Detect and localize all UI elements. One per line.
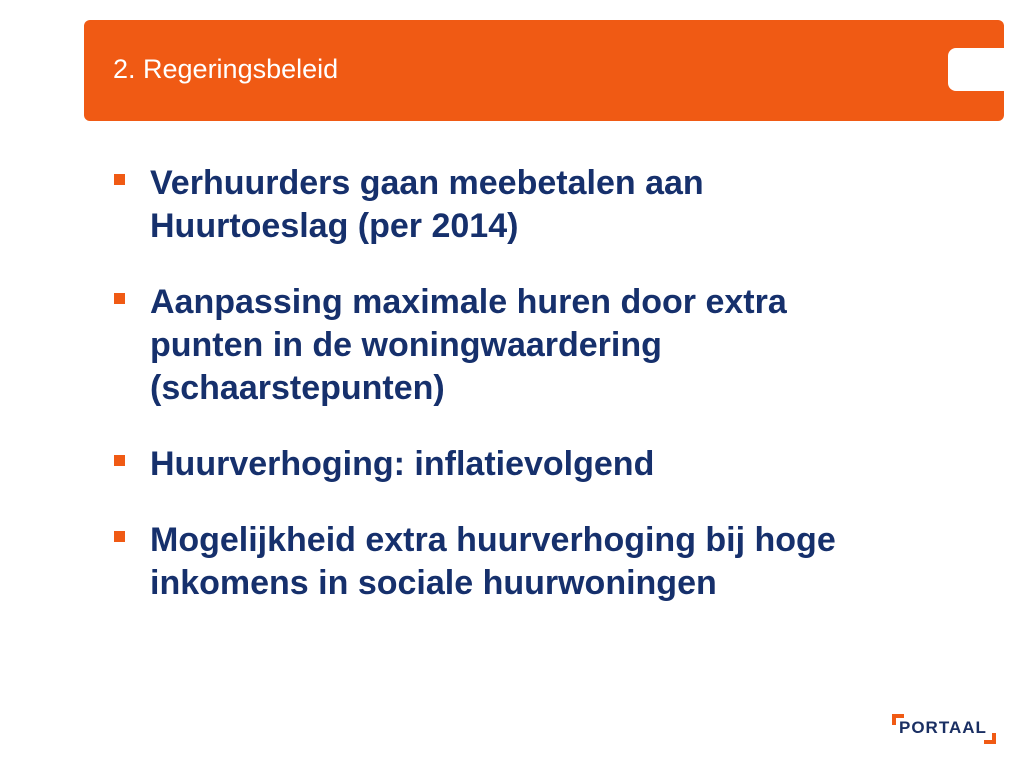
bullet-text-line: punten in de woningwaardering <box>150 326 662 364</box>
bullet-square-icon <box>114 455 125 466</box>
bullet-square-icon <box>114 174 125 185</box>
logo-bracket-icon <box>992 733 996 744</box>
bullet-square-icon <box>114 293 125 304</box>
bullet-text-line: Aanpassing maximale huren door extra <box>150 283 787 321</box>
bullet-text-line: inkomens in sociale huurwoningen <box>150 564 717 602</box>
bullet-list <box>112 162 992 638</box>
bullet-item <box>112 443 992 486</box>
bullet-text-line: Mogelijkheid extra huurverhoging bij hoge <box>150 521 836 559</box>
portaal-logo <box>892 712 996 744</box>
bullet-item <box>112 281 992 410</box>
bullet-item <box>112 162 992 248</box>
title-banner <box>84 20 1004 121</box>
slide-title: 2. Regeringsbeleid <box>113 54 339 84</box>
bullet-text-line: Verhuurders gaan meebetalen aan <box>150 164 704 202</box>
bullet-square-icon <box>114 531 125 542</box>
bullet-item <box>112 519 992 605</box>
banner-notch <box>948 48 1004 91</box>
bullet-text-line: (schaarstepunten) <box>150 369 445 407</box>
logo-text: PORTAAL <box>899 718 987 737</box>
logo-bracket-icon <box>892 714 896 725</box>
bullet-text-line: Huurverhoging: inflatievolgend <box>150 445 655 483</box>
bullet-text-line: Huurtoeslag (per 2014) <box>150 207 519 245</box>
